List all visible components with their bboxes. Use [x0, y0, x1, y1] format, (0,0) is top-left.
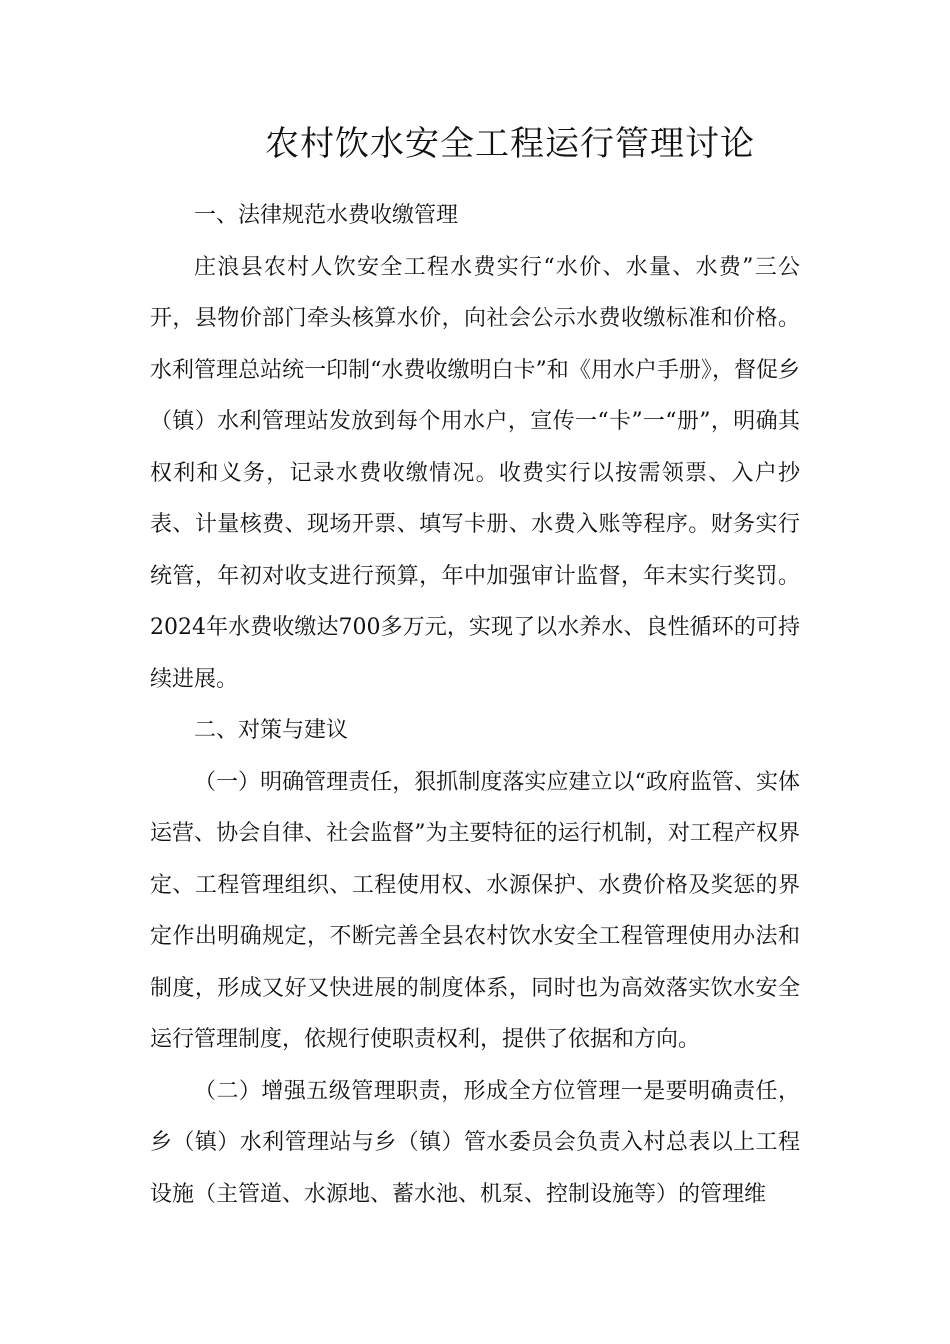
document-title: 农村饮水安全工程运行管理讨论 [265, 124, 755, 164]
section-heading-2: 二、对策与建议 [194, 718, 349, 743]
paragraph: 庄浪县农村人饮安全工程水费实行“水价、水量、水费”三公开，县物价部门牵头核算水价，向社会公示水费收缴标准和价格。水利管理总站统一印制“水费收缴明白卡”和《用水户手册》，督促乡（镇）水利管理站发放到每个用水户，宣传一“卡”一“册”，明确其权利和义务，记录水费收缴情况。收费实行以按需领票、入户抄表、计量核费、现场开票、填写卡册、水费入账等程序。财务实行统管，年初对收支进行预算，年中加强审计监督，年末实行奖罚。2024年水费收缴达700多万元，实现了以水养水、良性循环的可持续进展。 [150, 254, 800, 692]
section-heading-1: 一、法律规范水费收缴管理 [194, 203, 459, 228]
document-body [150, 190, 800, 1220]
paragraph: （二）增强五级管理职责，形成全方位管理一是要明确责任，乡（镇）水利管理站与乡（镇）管水委员会负责入村总表以上工程设施（主管道、水源地、蓄水池、机泵、控制设施等）的管理维 [150, 1078, 800, 1207]
paragraph: （一）明确管理责任，狠抓制度落实应建立以“政府监管、实体运营、协会自律、社会监督”为主要特征的运行机制，对工程产权界定、工程管理组织、工程使用权、水源保护、水费价格及奖惩的界定作出明确规定，不断完善全县农村饮水安全工程管理使用办法和制度，形成又好又快进展的制度体系，同时也为高效落实饮水安全运行管理制度，依规行使职责权利，提供了依据和方向。 [150, 769, 800, 1052]
